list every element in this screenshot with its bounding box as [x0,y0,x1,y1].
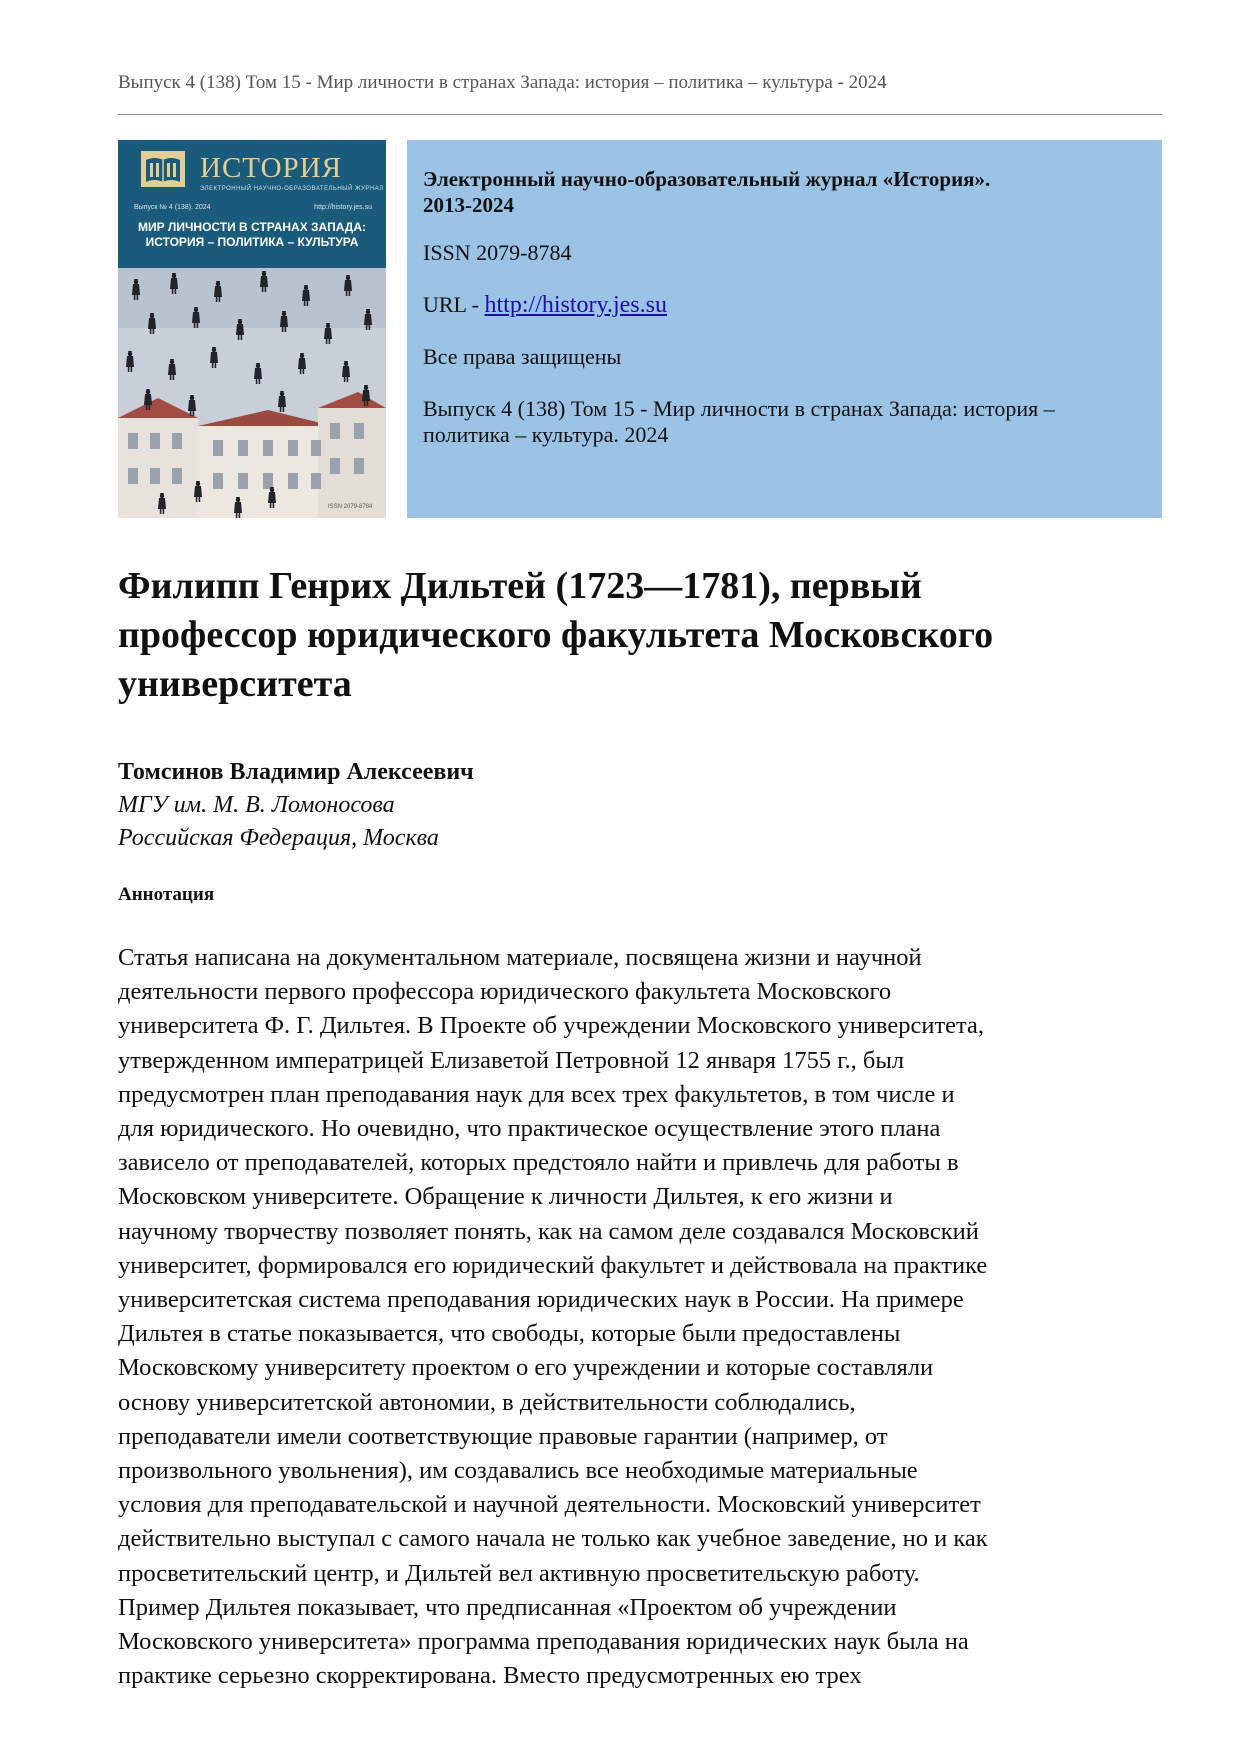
cover-illustration [118,268,386,518]
journal-issue [423,396,1123,448]
cover-issue: Выпуск № 4 (138). 2024 [134,204,211,211]
abstract-line: для юридического. Но очевидно, что практическое осуществление этого плана [118,1115,941,1143]
journal-url-prefix: URL - [423,292,485,317]
author-name: Томсинов Владимир Алексеевич [118,759,474,785]
cover-meta [134,204,372,211]
journal-issue-line: Выпуск 4 (138) Том 15 - Мир личности в странах Запада: история – [423,396,1055,421]
abstract-line: научному творчеству позволяет понять, как на самом деле создавался Московский [118,1217,979,1245]
abstract-line: университета Ф. Г. Дильтея. В Проекте об учреждении Московского университета, [118,1012,985,1040]
abstract-line: зависело от преподавателей, которых предстояло найти и привлечь для работы в [118,1149,959,1177]
abstract-line: деятельности первого профессора юридического факультета Московского [118,978,892,1006]
abstract-line: произвольного увольнения), им создавались все необходимые материальные [118,1457,918,1485]
abstract-line: условия для преподавательской и научной деятельности. Московский университет [118,1491,981,1519]
journal-name-line: Электронный научно-образовательный журнал «История». [423,167,991,191]
journal-info-box [407,140,1162,518]
abstract-line: предусмотрен план преподавания наук для всех трех факультетов, в том числе и [118,1080,955,1108]
journal-url-link[interactable]: http://history.jes.su [484,292,667,318]
abstract-line: Московскому университету проектом о его учреждении и которые составляли [118,1354,934,1382]
journal-name [423,166,1123,218]
author-block [118,756,1162,855]
abstract-line: университет, формировался его юридический факультет и действовала на практике [118,1251,988,1279]
article-title-line: профессор юридического факультета Московского [118,614,994,656]
cover-title-line: ИСТОРИЯ – ПОЛИТИКА – КУЛЬТУРА [145,235,359,249]
abstract-line: Пример Дильтея показывает, что предписанная «Проектом об учреждении [118,1593,897,1621]
journal-years: 2013-2024 [423,193,514,217]
cover-title-line: МИР ЛИЧНОСТИ В СТРАНАХ ЗАПАДА: [137,220,367,234]
journal-issn: ISSN 2079-8784 [423,240,572,265]
cover-tagline: ЭЛЕКТРОННЫЙ НАУЧНО-ОБРАЗОВАТЕЛЬНЫЙ ЖУРНАЛ [200,186,384,192]
author-location: Российская Федерация, Москва [118,825,439,851]
journal-info-content [423,166,1123,448]
cover-issn: ISSN 2079-8784 [328,504,373,510]
journal-rights: Все права защищены [423,344,622,369]
running-header: Выпуск 4 (138) Том 15 - Мир личности в странах Запада: история – политика – культура - 2024 [118,72,887,93]
abstract-heading: Аннотация [118,884,215,905]
abstract-line: Статья написана на документальном материале, посвящена жизни и научной [118,944,922,971]
abstract-line: просветительский центр, и Дильтей вел активную просветительскую работу. [118,1559,920,1587]
abstract-line: преподаватели имели соответствующие правовые гарантии (например, от [118,1422,888,1450]
abstract-line: основу университетской автономии, в действительности соблюдались, [118,1388,856,1416]
cover-site: http://history.jes.su [314,204,372,211]
cover-title-band [118,140,386,268]
abstract-line: Московском университете. Обращение к личности Дильтея, к его жизни и [118,1183,893,1211]
journal-issue-line: политика – культура. 2024 [423,422,669,447]
book-logo-icon [140,150,186,188]
abstract-line: университетская система преподавания юридических наук в России. На примере [118,1286,964,1314]
cover-title [128,220,376,250]
cover-brand: ИСТОРИЯ [200,152,342,184]
header-divider [118,114,1162,115]
article-title-line: университета [118,663,352,705]
article-title [118,562,1162,709]
abstract-line: Дильтея в статье показывается, что свободы, которые были предоставлены [118,1320,901,1348]
abstract-line: действительно выступал с самого начала не только как учебное заведение, но и как [118,1525,988,1553]
article-title-line: Филипп Генрих Дильтей (1723—1781), первый [118,565,922,607]
abstract-line: Московского университета» программа преподавания юридических наук была на [118,1628,969,1656]
author-affiliation: МГУ им. М. В. Ломоносова [118,792,395,818]
abstract-line: практике серьезно скорректирована. Вместо предусмотренных ею трех [118,1662,862,1690]
abstract-line: утвержденном императрицей Елизаветой Петровной 12 января 1755 г., был [118,1046,905,1074]
journal-url-line [423,292,1123,318]
journal-cover-image [118,140,386,518]
abstract-text [118,941,1162,1693]
